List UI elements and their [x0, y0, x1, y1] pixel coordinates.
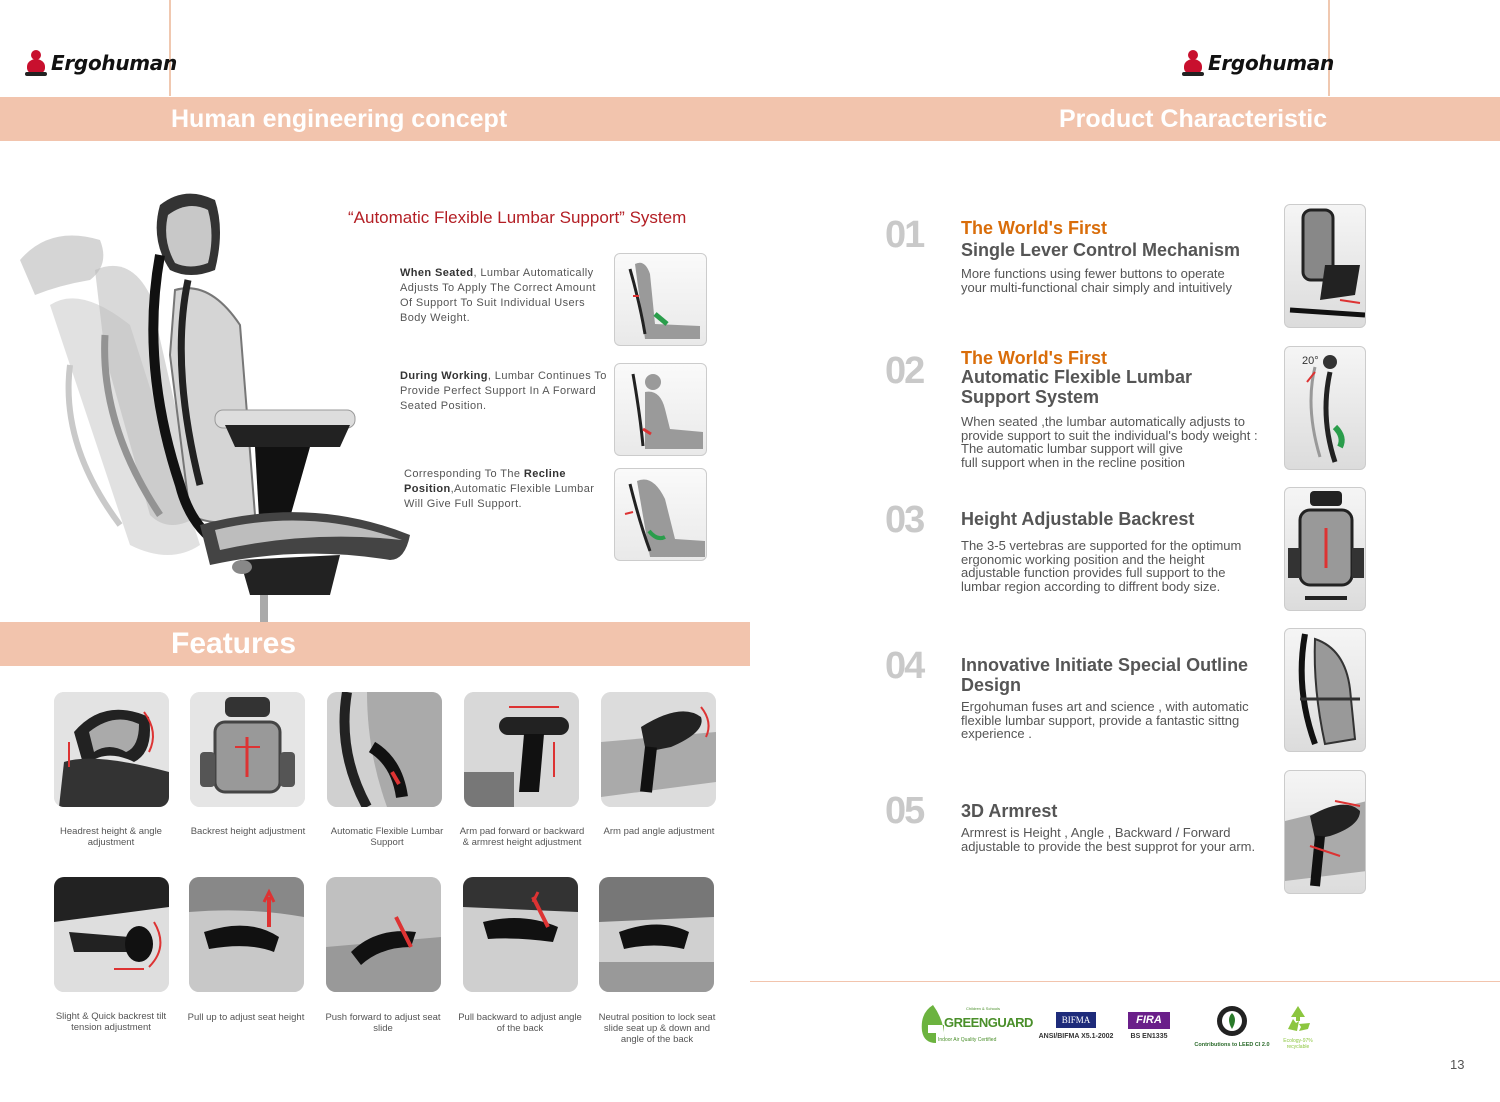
item-description: When seated ,the lumbar automatically adjusts to provide support to suit the individual's body weight : The automatic lumbar support will give full support when in the recline position [961, 414, 1258, 470]
feature-caption: Backrest height adjustment [190, 826, 306, 837]
item-image-lumbar [1284, 346, 1366, 470]
lumbar-working-image [614, 363, 707, 456]
lumbar-recline-image [614, 468, 707, 561]
footer-divider [750, 981, 1500, 982]
item-heading: Automatic Flexible Lumbar Support System [961, 367, 1193, 407]
recycle-icon [1283, 1003, 1313, 1033]
fira-logo: FIRA [1128, 1012, 1170, 1029]
item-image-lever [1284, 204, 1366, 328]
feature-image-headrest [54, 692, 169, 807]
feature-caption: Arm pad forward or backward & armrest height adjustment [459, 826, 585, 848]
item-orange-heading: The World's First [961, 348, 1107, 368]
ergohuman-logo-icon [1182, 50, 1204, 76]
item-number: 01 [885, 214, 924, 256]
page-number: 13 [1450, 1057, 1465, 1072]
feature-caption: Push forward to adjust seat slide [325, 1012, 441, 1034]
lumbar-item-bold: When Seated [400, 267, 474, 279]
feature-image-lumbar [327, 692, 442, 807]
section-title-product-characteristic: Product Characteristic [1059, 104, 1328, 133]
feature-caption: Neutral position to lock seat slide seat up & down and angle of the back [598, 1012, 716, 1045]
feature-image-backrest [190, 692, 305, 807]
feature-caption: Slight & Quick backrest tilt tension adjustment [55, 1011, 167, 1033]
item-orange-heading: The World's First [961, 218, 1107, 238]
lumbar-item-bold: Recline Position [404, 468, 566, 495]
section-title-human-engineering: Human engineering concept [171, 104, 508, 133]
feature-image-neutral-lock [599, 877, 714, 992]
angle-label: 20° [1302, 355, 1319, 367]
feature-image-arm-pad-forward [464, 692, 579, 807]
item-heading: Innovative Initiate Special Outline Design [961, 655, 1249, 695]
cert-caption: BS EN1335 [1130, 1033, 1168, 1040]
guide-line [1328, 0, 1330, 96]
feature-image-back-angle [463, 877, 578, 992]
item-number: 04 [885, 645, 924, 687]
item-image-armrest [1284, 770, 1366, 894]
lumbar-system-title: “Automatic Flexible Lumbar Support” System [348, 208, 687, 227]
guide-line [169, 0, 171, 96]
item-image-outline [1284, 628, 1366, 752]
brand-logo-right [1182, 50, 1334, 76]
lumbar-item-text: ,Automatic Flexible Lumbar Will Give Full Support. [404, 483, 595, 510]
logo-text: Ergohuman [1208, 51, 1334, 75]
feature-caption: Automatic Flexible Lumbar Support [330, 826, 444, 848]
features-header-bar [0, 622, 750, 666]
feature-image-tilt-tension [54, 877, 169, 992]
item-description: The 3-5 vertebras are supported for the optimum ergonomic working position and the height adjustable function provides full support to the lumbar region according to diffrent body size. [961, 538, 1242, 594]
lumbar-item-text: , Lumbar Automatically Adjusts To Apply The Correct Amount Of Support To Suit Individual Users Body Weight. [400, 267, 596, 324]
cert-fira [1124, 1012, 1174, 1040]
cert-caption: ANSI/BIFMA X5.1-2002 [1038, 1033, 1114, 1040]
cert-name: GREENGUARD [944, 1015, 1033, 1030]
feature-image-seat-height [189, 877, 304, 992]
lumbar-item-seated [400, 266, 600, 326]
logo-text: Ergohuman [51, 51, 177, 75]
cert-usgbc [1186, 1005, 1278, 1048]
cert-ecology [1276, 1003, 1320, 1050]
item-heading: Height Adjustable Backrest [961, 509, 1195, 529]
lumbar-item-recline [404, 467, 604, 512]
cert-greenguard [918, 1003, 1033, 1045]
lumbar-seated-image [614, 253, 707, 346]
feature-image-arm-pad-angle [601, 692, 716, 807]
lumbar-item-bold: During Working [400, 370, 488, 382]
chair-recline-illustration [10, 185, 420, 622]
cert-caption: Contributions to LEED CI 2.0 [1194, 1042, 1270, 1048]
section-header-bar [0, 97, 1500, 141]
usgbc-seal-icon [1216, 1005, 1248, 1037]
brand-logo-left [25, 50, 177, 76]
item-number: 05 [885, 790, 924, 832]
lumbar-item-text: , Lumbar Continues To Provide Perfect Support In A Forward Seated Position. [400, 370, 607, 412]
item-heading: Single Lever Control Mechanism [961, 240, 1241, 260]
features-title: Features [171, 627, 297, 660]
cert-caption: Ecology-97% recyclable [1283, 1038, 1313, 1050]
item-number: 03 [885, 499, 924, 541]
ergohuman-logo-icon [25, 50, 47, 76]
feature-caption: Pull up to adjust seat height [187, 1012, 305, 1023]
feature-image-seat-slide [326, 877, 441, 992]
cert-bifma [1037, 1012, 1115, 1040]
item-description: More functions using fewer buttons to operate your multi-functional chair simply and intuitively [961, 266, 1232, 295]
cert-sub: Indoor Air Quality Certified [938, 1037, 997, 1043]
lumbar-item-pretext: Corresponding To The [404, 468, 524, 480]
cert-subtop: Children & Schools [966, 1006, 1001, 1011]
feature-caption: Headrest height & angle adjustment [60, 826, 162, 848]
item-description: Armrest is Height , Angle , Backward / Forward adjustable to provide the best supprot for your arm. [961, 825, 1256, 854]
feature-caption: Pull backward to adjust angle of the back [458, 1012, 582, 1034]
item-image-backrest [1284, 487, 1366, 611]
lumbar-item-working [400, 369, 610, 414]
item-number: 02 [885, 350, 924, 392]
item-description: Ergohuman fuses art and science , with automatic flexible lumbar support, provide a fantastic sittng experience . [961, 699, 1249, 741]
item-heading: 3D Armrest [961, 801, 1058, 821]
feature-caption: Arm pad angle adjustment [603, 826, 715, 837]
bifma-logo: BIFMA [1056, 1012, 1096, 1028]
